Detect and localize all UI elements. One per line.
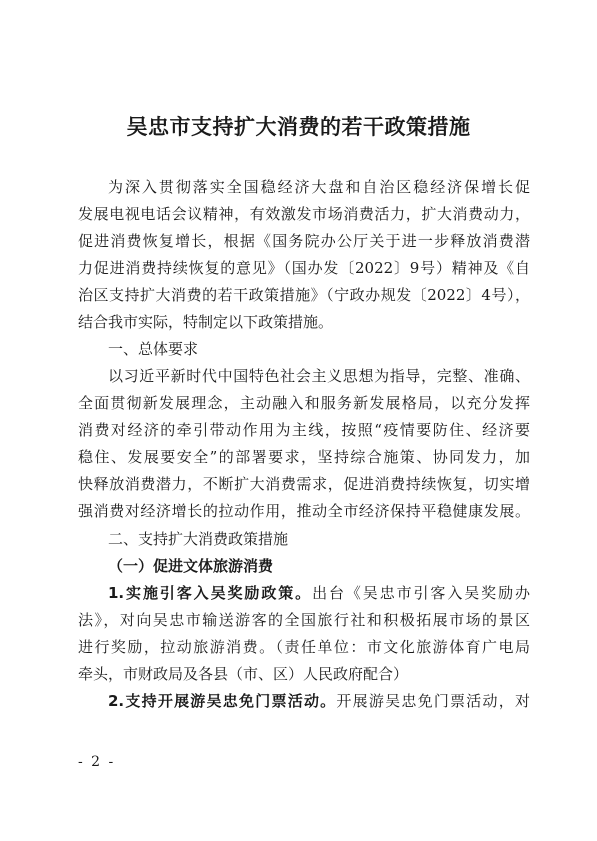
- item2-title: 2.支持开展游吴忠免门票活动。: [108, 692, 337, 710]
- intro-line: 促进消费恢复增长，根据《国务院办公厅关于进一步释放消费潜: [78, 232, 530, 250]
- intro-line: 结合我市实际，特制定以下政策措施。: [78, 313, 334, 331]
- item1-line: 牵头，市财政局及各县（市、区）人民政府配合）: [78, 665, 409, 683]
- section-heading-measures: 二、支持扩大消费政策措施: [108, 530, 289, 548]
- item1-line: 进行奖励，拉动旅游消费。（责任单位：市文化旅游体育广电局: [78, 638, 530, 656]
- subsection-heading-text: （一）促进文体旅游消费: [108, 557, 274, 575]
- intro-line: 治区支持扩大消费的若干政策措施》（宁政办规发〔2022〕4号），: [78, 286, 530, 304]
- item1-text: 出台《吴忠市引客入吴奖励办: [312, 584, 530, 602]
- page-number: - 2 -: [78, 754, 116, 770]
- intro-line: 为深入贯彻落实全国稳经济大盘和自治区稳经济保增长促: [108, 178, 530, 196]
- item1-title: 1.实施引客入吴奖励政策。: [108, 584, 313, 602]
- section1-line: 强消费对经济增长的拉动作用，推动全市经济保持平稳健康发展。: [78, 502, 530, 520]
- item2-line: [78, 691, 530, 711]
- item1-line: [78, 583, 530, 603]
- intro-line: 发展电视电话会议精神，有效激发市场消费活力，扩大消费动力，: [78, 205, 530, 223]
- section1-line: 快释放消费潜力，不断扩大消费需求，促进消费持续恢复，切实增: [78, 475, 530, 493]
- section1-line: 全面贯彻新发展理念，主动融入和服务新发展格局，以充分发挥: [78, 394, 530, 412]
- section1-line: 以习近平新时代中国特色社会主义思想为指导，完整、准确、: [108, 367, 530, 385]
- section1-line: 稳住、发展要安全”的部署要求，坚持综合施策、协同发力，加: [78, 448, 530, 466]
- intro-line: 力促进消费持续恢复的意见》（国办发〔2022〕9号）精神及《自: [78, 259, 530, 277]
- item2-text: 开展游吴忠免门票活动，对: [336, 692, 530, 710]
- section-heading-general: 一、总体要求: [108, 340, 199, 358]
- subsection-heading: [78, 556, 530, 576]
- document-title: 吴忠市支持扩大消费的若干政策措施: [126, 114, 471, 139]
- section1-line: 消费对经济的牵引带动作用为主线，按照“疫情要防住、经济要: [78, 421, 530, 439]
- item1-line: 法》，对向吴忠市输送游客的全国旅行社和积极拓展市场的景区: [78, 611, 530, 629]
